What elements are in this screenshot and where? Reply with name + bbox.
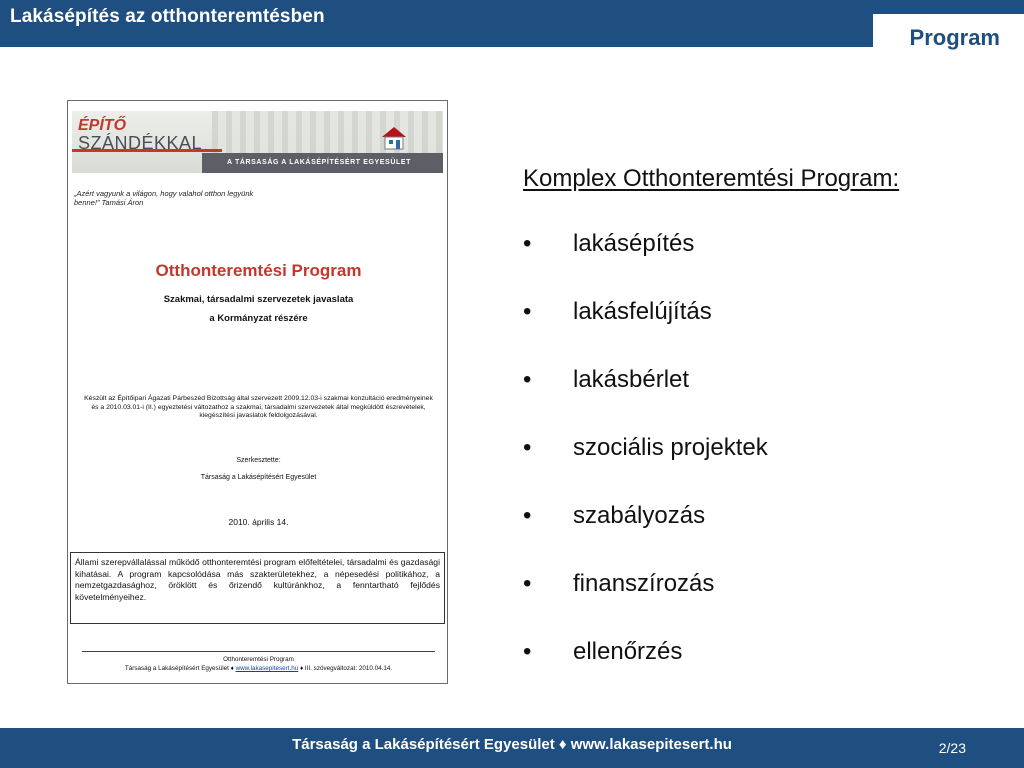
list-item-label: szabályozás [573,502,706,529]
list-item-label: ellenőrzés [573,638,683,665]
header-bar-right [873,0,1024,14]
document-thumbnail [67,100,448,684]
content-heading: Komplex Otthonteremtési Program: [523,165,900,192]
document-footer-title: Otthonteremtési Program [223,656,294,663]
list-item-label: szociális projektek [573,434,768,461]
document-date: 2010. április 14. [228,517,289,527]
banner-strip-text: A TÁRSASÁG A LAKÁSÉPÍTÉSÉRT EGYESÜLET [227,159,411,166]
bullet-icon: • [523,434,532,461]
bullet-icon: • [523,298,532,325]
document-footer-divider [82,651,435,652]
document-banner [72,111,443,173]
list-item-label: finanszírozás [573,570,715,597]
banner-pattern [212,111,443,153]
list-item-label: lakásfelújítás [573,298,712,325]
document-edited-org: Társaság a Lakásépítésért Egyesület [200,474,317,481]
bullet-icon: • [523,366,532,393]
bullet-icon: • [523,570,532,597]
list-item-label: lakásépítés [573,230,695,257]
document-footer-org: Társaság a Lakásépítésért Egyesület ♦ [124,665,234,672]
logo-word-epito: ÉPÍTŐ [78,117,127,134]
bullet-icon: • [523,230,532,257]
slide-title: Lakásépítés az otthonteremtésben [10,6,325,27]
document-summary-box: Állami szerepvállalással működő otthonteremtési program előfeltételei, társadalmi és gazdasági kihatásai. A program kapcsolódása más szakterületekhez, a népesedési politikához, a nemzetgazdasághoz, öröklött és őrizendő kultúránkhoz, a fenntartható fejlődés követelményeihez. [70,552,445,624]
document-subtitle-2: a Kormányzat részére [209,313,308,324]
footer-text: Társaság a Lakásépítésért Egyesület ♦ www.lakasepitesert.hu [292,736,732,753]
document-footer-link[interactable]: www.lakasepitesert.hu [235,665,299,672]
bullet-icon: • [523,638,532,665]
bullet-icon: • [523,502,532,529]
list-item-label: lakásbérlet [573,366,690,393]
page-number: 2/23 [938,740,966,756]
document-made-text: Készült az Építőipari Ágazati Párbeszéd Bizottság által szervezett 2009.12.03-i szakmai konzultáció eredményeinek és a 2010.03.01-i (II.) egyeztetési változathoz a szakmai, társadalmi szervezetek által megküldött észrevételek, kiegészítési javaslatok feldolgozásával. [84,395,433,419]
document-title: Otthonteremtési Program [155,261,362,280]
section-label: Program [909,25,1000,50]
logo-word-szandekkal: SZÁNDÉKKAL [78,133,203,153]
document-footer-version: ♦ III. szövegváltozat: 2010.04.14. [299,665,393,672]
document-edited-label: Szerkesztette: [236,457,281,464]
document-footer-info [68,665,449,672]
document-quote: „Azért vagyunk a világon, hogy valahol otthon legyünk benne!” Tamási Áron [74,189,254,207]
document-subtitle-1: Szakmai, társadalmi szervezetek javaslata [163,294,354,305]
house-icon [380,125,408,151]
